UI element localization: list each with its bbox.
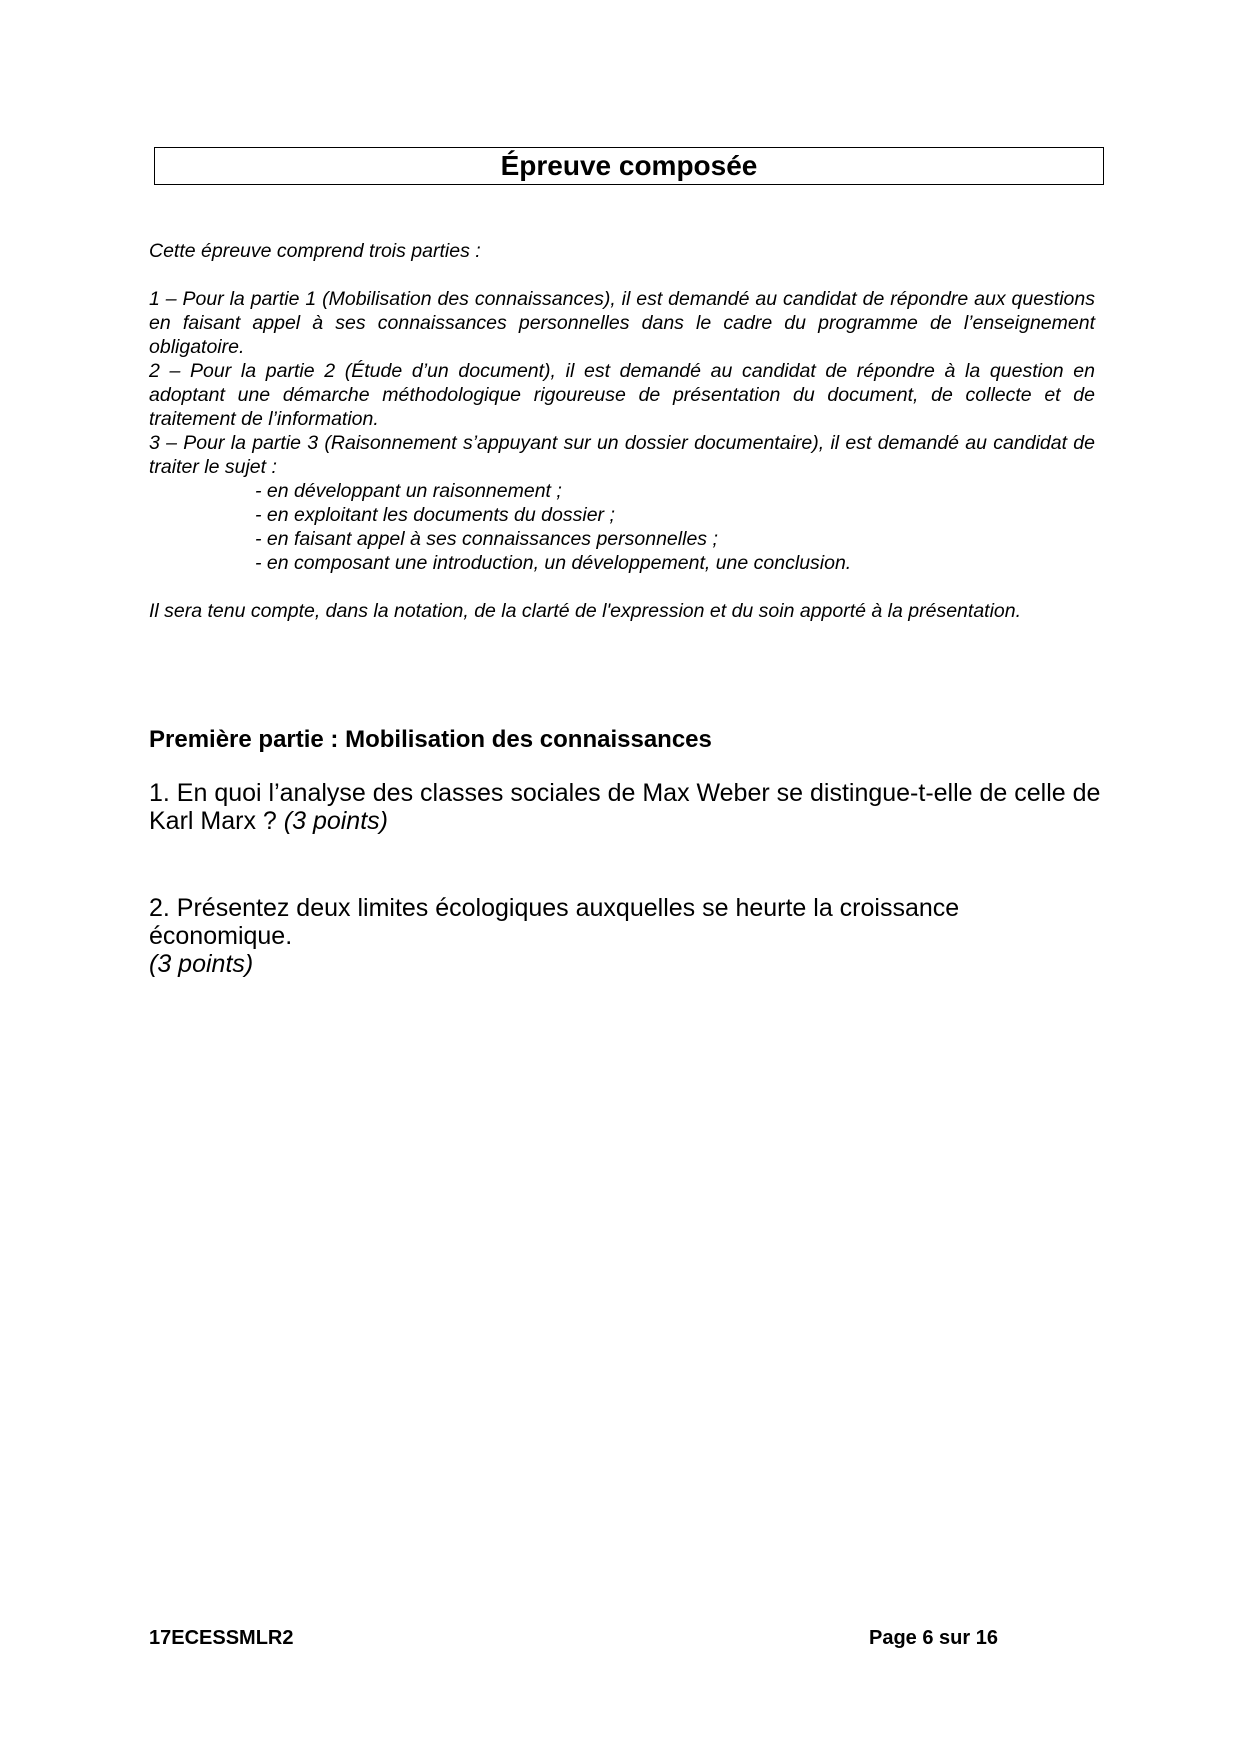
- instructions-block: [149, 239, 1095, 623]
- question-1-text: 1. En quoi l’analyse des classes sociales de Max Weber se distingue-t-elle de celle de Karl Marx ?: [149, 779, 1101, 835]
- list-item: - en composant une introduction, un développement, une conclusion.: [255, 552, 852, 574]
- footer-page-number: Page 6 sur 16: [869, 1627, 998, 1649]
- question-1-points: (3 points): [283, 807, 388, 835]
- list-item: - en exploitant les documents du dossier ;: [255, 504, 615, 526]
- list-item: - en développant un raisonnement ;: [255, 480, 562, 502]
- instruction-part-2: 2 – Pour la partie 2 (Étude d’un document), il est demandé au candidat de répondre à la question en adoptant une démarche méthodologique rigoureuse de présentation du document, de collecte et de traitement de l’information.: [149, 360, 1095, 430]
- footer-code: 17ECESSMLR2: [149, 1627, 294, 1649]
- question-2-points: (3 points): [149, 950, 254, 978]
- spacer: [149, 575, 1095, 599]
- page-title: Épreuve composée: [500, 150, 758, 181]
- instruction-part-3: 3 – Pour la partie 3 (Raisonnement s’appuyant sur un dossier documentaire), il est demandé au candidat de traiter le sujet :: [149, 432, 1095, 478]
- instructions-note: Il sera tenu compte, dans la notation, de la clarté de l'expression et du soin apporté à la présentation.: [149, 600, 1022, 622]
- question-2: [149, 894, 1109, 978]
- page-title-box: [154, 147, 1104, 185]
- instructions-lead: Cette épreuve comprend trois parties :: [149, 240, 481, 262]
- section-heading: Première partie : Mobilisation des connaissances: [149, 726, 712, 753]
- question-1: [149, 779, 1109, 835]
- spacer: [149, 263, 1095, 287]
- instruction-part-1: 1 – Pour la partie 1 (Mobilisation des connaissances), il est demandé au candidat de répondre aux questions en faisant appel à ses connaissances personnelles dans le cadre du programme de l’enseignement obligatoire.: [149, 288, 1095, 358]
- question-2-text: 2. Présentez deux limites écologiques auxquelles se heurte la croissance économique.: [149, 894, 960, 950]
- instruction-bullets: [149, 479, 1095, 575]
- list-item: - en faisant appel à ses connaissances personnelles ;: [255, 528, 718, 550]
